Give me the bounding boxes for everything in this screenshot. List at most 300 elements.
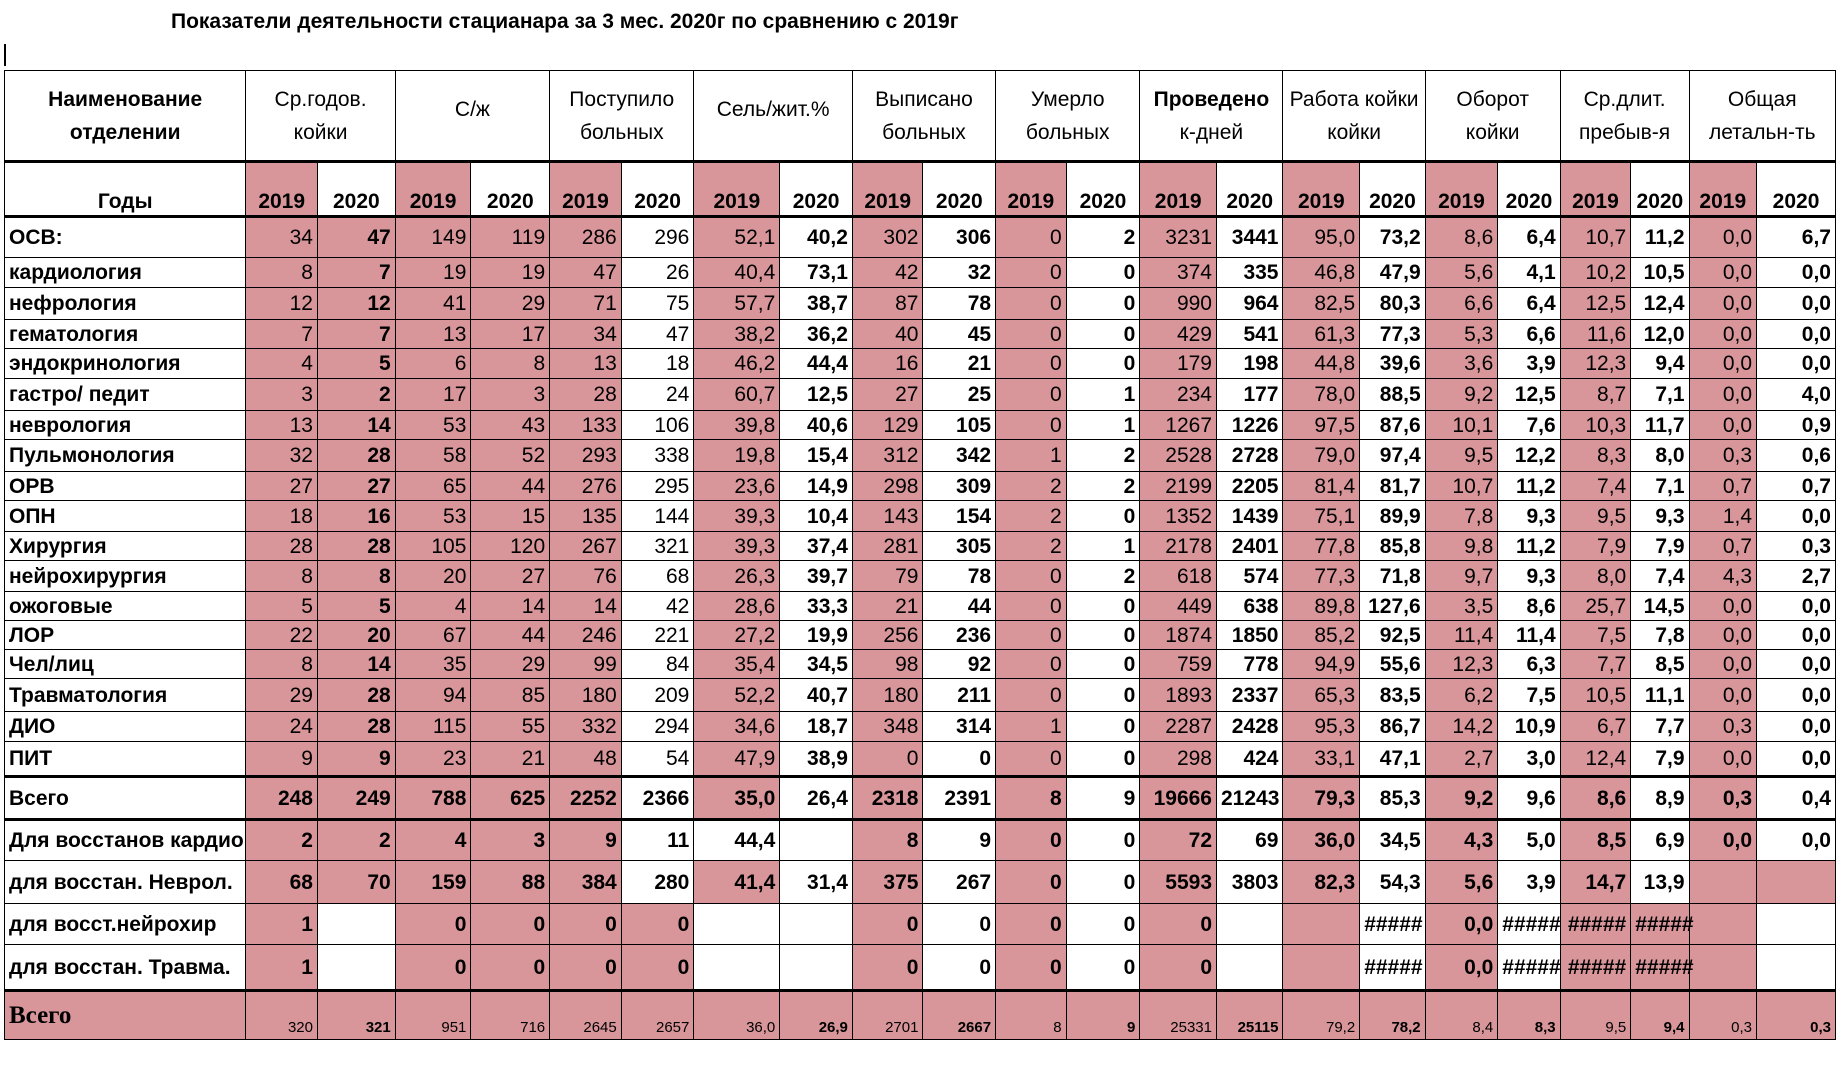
table-cell [780, 820, 853, 861]
table-cell: 236 [923, 621, 996, 650]
table-cell: 9 [550, 820, 622, 861]
table-cell: 0 [550, 945, 622, 991]
table-row [5, 561, 1836, 592]
table-cell: 20 [317, 621, 395, 650]
table-cell: 18,7 [780, 712, 853, 742]
table-cell: 0 [471, 945, 550, 991]
table-cell: 0,0 [1757, 650, 1836, 679]
table-row [5, 440, 1836, 472]
table-cell: 314 [923, 712, 996, 742]
table-cell: 19 [395, 258, 471, 288]
table-cell: 98 [852, 650, 923, 679]
table-cell: 0,0 [1689, 650, 1757, 679]
table-cell: 40,6 [780, 411, 853, 440]
years-label: Годы [5, 162, 246, 217]
table-cell: 75 [621, 288, 694, 320]
table-cell: 12 [246, 288, 318, 320]
table-cell: 2728 [1217, 440, 1283, 472]
table-cell: 10,7 [1560, 217, 1631, 258]
table-cell: 79,2 [1283, 991, 1360, 1040]
table-cell: 85,8 [1360, 532, 1425, 561]
table-cell: 65,3 [1283, 679, 1360, 712]
table-cell: 305 [923, 532, 996, 561]
table-cell [1757, 904, 1836, 945]
table-row [5, 861, 1836, 904]
table-cell: 87 [852, 288, 923, 320]
table-cell: 2667 [923, 991, 996, 1040]
table-cell: 281 [852, 532, 923, 561]
table-cell [780, 945, 853, 991]
table-cell: 75,1 [1283, 501, 1360, 532]
stats-table [4, 70, 1836, 1040]
table-cell: 2 [996, 501, 1067, 532]
table-cell: 11,4 [1498, 621, 1560, 650]
table-cell: 0 [1066, 820, 1140, 861]
table-cell: 79,3 [1283, 777, 1360, 820]
table-cell: 39,3 [694, 501, 780, 532]
table-cell: 0 [996, 820, 1067, 861]
table-cell: 0,0 [1757, 592, 1836, 621]
year-cell: 2019 [1689, 162, 1757, 217]
table-cell: 47 [317, 217, 395, 258]
table-cell: 1352 [1140, 501, 1217, 532]
table-cell: 13 [550, 349, 622, 379]
header-line-1: Оборот [1456, 87, 1529, 111]
table-cell: 9 [317, 742, 395, 777]
table-cell: 67 [395, 621, 471, 650]
row-name: Чел/лиц [5, 650, 246, 679]
table-cell: 32 [246, 440, 318, 472]
table-cell: 0 [923, 904, 996, 945]
table-cell: 28 [317, 440, 395, 472]
table-cell: 68 [621, 561, 694, 592]
table-cell [1283, 904, 1360, 945]
table-cell: 618 [1140, 561, 1217, 592]
table-cell: 0 [1066, 650, 1140, 679]
table-cell: 9,5 [1560, 991, 1631, 1040]
table-cell: 6,2 [1425, 679, 1498, 712]
table-cell: 234 [1140, 379, 1217, 411]
year-cell: 2020 [1066, 162, 1140, 217]
table-cell: 302 [852, 217, 923, 258]
table-cell: 541 [1217, 320, 1283, 349]
table-cell: 6,3 [1498, 650, 1560, 679]
table-cell: 42 [621, 592, 694, 621]
row-name: Хирургия [5, 532, 246, 561]
page-title: Показатели деятельности стацианара за 3 мес. 2020г по сравнению с 2019г [171, 10, 959, 33]
table-cell [1757, 945, 1836, 991]
year-cell: 2020 [1631, 162, 1689, 217]
table-cell: 2645 [550, 991, 622, 1040]
table-cell: 0 [996, 904, 1067, 945]
table-cell: 21 [471, 742, 550, 777]
table-cell: 11 [621, 820, 694, 861]
table-cell: 248 [246, 777, 318, 820]
table-cell: 2 [246, 820, 318, 861]
table-cell: 0 [996, 650, 1067, 679]
table-cell: 9,8 [1425, 532, 1498, 561]
table-cell: 143 [852, 501, 923, 532]
table-cell: 65 [395, 472, 471, 501]
table-cell: 964 [1217, 288, 1283, 320]
table-cell: 73,2 [1360, 217, 1425, 258]
table-cell: 0,0 [1757, 621, 1836, 650]
table-cell: 4,1 [1498, 258, 1560, 288]
table-cell: 2,7 [1425, 742, 1498, 777]
table-cell [694, 945, 780, 991]
table-cell: 293 [550, 440, 622, 472]
table-cell [694, 904, 780, 945]
table-cell: 7,8 [1425, 501, 1498, 532]
table-cell: ##### [1498, 945, 1560, 991]
table-cell: 36,2 [780, 320, 853, 349]
header-cell [694, 71, 853, 162]
table-cell: 3 [471, 379, 550, 411]
table-cell: 79,0 [1283, 440, 1360, 472]
year-cell: 2019 [996, 162, 1067, 217]
table-cell: 0,0 [1757, 288, 1836, 320]
table-cell: 13 [395, 320, 471, 349]
table-row [5, 349, 1836, 379]
table-cell: 79 [852, 561, 923, 592]
table-cell: 29 [246, 679, 318, 712]
table-cell: 348 [852, 712, 923, 742]
year-cell: 2019 [1560, 162, 1631, 217]
year-cell: 2020 [317, 162, 395, 217]
table-cell: 35,4 [694, 650, 780, 679]
table-cell: 4 [395, 592, 471, 621]
table-cell: 28,6 [694, 592, 780, 621]
header-cell [395, 71, 549, 162]
table-cell: 9,2 [1425, 379, 1498, 411]
table-cell: 276 [550, 472, 622, 501]
table-cell: 52 [471, 440, 550, 472]
table-cell: 6,4 [1498, 288, 1560, 320]
table-cell: 120 [471, 532, 550, 561]
year-cell: 2020 [1757, 162, 1836, 217]
table-cell: 86,7 [1360, 712, 1425, 742]
table-cell [1217, 945, 1283, 991]
table-cell: 2178 [1140, 532, 1217, 561]
table-cell: 34,5 [780, 650, 853, 679]
table-cell: 0,0 [1689, 288, 1757, 320]
table-cell: 0,0 [1689, 411, 1757, 440]
row-name: ЛОР [5, 621, 246, 650]
row-name: ОРВ [5, 472, 246, 501]
table-cell: 716 [471, 991, 550, 1040]
table-cell: 5 [246, 592, 318, 621]
table-cell: 0 [996, 258, 1067, 288]
year-cell: 2019 [852, 162, 923, 217]
table-cell: 0,0 [1689, 621, 1757, 650]
table-cell: 0,3 [1689, 991, 1757, 1040]
table-cell: 1267 [1140, 411, 1217, 440]
header-line-1: Ср.длит. [1583, 87, 1666, 111]
table-cell: 47,9 [1360, 258, 1425, 288]
table-cell: 0 [471, 904, 550, 945]
table-cell: 0 [996, 379, 1067, 411]
stats-table-wrap [4, 70, 1831, 1080]
table-cell: 7,1 [1631, 379, 1689, 411]
table-cell: 105 [923, 411, 996, 440]
year-cell: 2019 [694, 162, 780, 217]
table-cell: 18 [246, 501, 318, 532]
header-line-2: к-дней [1179, 120, 1244, 144]
table-cell: 54 [621, 742, 694, 777]
table-cell: 10,4 [780, 501, 853, 532]
table-cell: 8 [996, 991, 1067, 1040]
table-cell: 34 [246, 217, 318, 258]
year-cell: 2019 [1283, 162, 1360, 217]
table-cell: 10,3 [1560, 411, 1631, 440]
table-cell: 2528 [1140, 440, 1217, 472]
table-cell: 13,9 [1631, 861, 1689, 904]
table-row [5, 288, 1836, 320]
table-row [5, 945, 1836, 991]
table-cell: 0 [621, 945, 694, 991]
table-cell: 3,9 [1498, 861, 1560, 904]
table-cell: 0,7 [1757, 472, 1836, 501]
table-cell: 0 [996, 945, 1067, 991]
table-cell: 321 [621, 532, 694, 561]
row-name: нейрохирургия [5, 561, 246, 592]
table-cell: 0,3 [1757, 532, 1836, 561]
table-cell: 88,5 [1360, 379, 1425, 411]
table-cell: 57,7 [694, 288, 780, 320]
table-cell: 788 [395, 777, 471, 820]
header-cell [996, 71, 1140, 162]
table-cell: 312 [852, 440, 923, 472]
table-cell: 8 [317, 561, 395, 592]
table-cell: 26,4 [780, 777, 853, 820]
table-cell: 0,0 [1425, 904, 1498, 945]
table-cell: 10,5 [1631, 258, 1689, 288]
table-cell: 6,6 [1425, 288, 1498, 320]
row-name: ОСВ: [5, 217, 246, 258]
table-cell: 92,5 [1360, 621, 1425, 650]
table-cell: 0,0 [1689, 679, 1757, 712]
header-cell [246, 71, 395, 162]
table-cell: 0 [395, 945, 471, 991]
row-name: кардиология [5, 258, 246, 288]
header-cell [1283, 71, 1425, 162]
table-cell: 8,6 [1425, 217, 1498, 258]
year-cell: 2019 [1425, 162, 1498, 217]
table-cell: 39,6 [1360, 349, 1425, 379]
table-cell: 19,8 [694, 440, 780, 472]
table-cell: 26,9 [780, 991, 853, 1040]
table-cell: 43 [471, 411, 550, 440]
table-cell: 9 [1066, 991, 1140, 1040]
table-cell: 85,3 [1360, 777, 1425, 820]
table-cell: 46,2 [694, 349, 780, 379]
table-cell: 321 [317, 991, 395, 1040]
table-cell: 47 [621, 320, 694, 349]
table-cell: 8 [852, 820, 923, 861]
table-cell: 335 [1217, 258, 1283, 288]
table-cell: 14,5 [1631, 592, 1689, 621]
header-line-2: койки [293, 120, 348, 144]
table-cell: 4,3 [1425, 820, 1498, 861]
table-cell: 3,5 [1425, 592, 1498, 621]
table-cell: 1 [246, 904, 318, 945]
table-cell: 1 [1066, 532, 1140, 561]
table-cell: 2401 [1217, 532, 1283, 561]
table-cell: 2 [1066, 561, 1140, 592]
row-name: Пульмонология [5, 440, 246, 472]
table-cell: ##### [1360, 904, 1425, 945]
table-cell: 17 [395, 379, 471, 411]
table-cell: 267 [923, 861, 996, 904]
table-cell: 9,6 [1498, 777, 1560, 820]
table-cell: 625 [471, 777, 550, 820]
table-row [5, 820, 1836, 861]
table-cell: 133 [550, 411, 622, 440]
table-cell: 8,4 [1425, 991, 1498, 1040]
table-cell: 1874 [1140, 621, 1217, 650]
table-cell: 2199 [1140, 472, 1217, 501]
table-cell: 8 [246, 561, 318, 592]
table-cell: 127,6 [1360, 592, 1425, 621]
table-cell: 129 [852, 411, 923, 440]
table-cell: 11,4 [1425, 621, 1498, 650]
table-cell: 4 [246, 349, 318, 379]
table-cell: 2391 [923, 777, 996, 820]
table-cell: 135 [550, 501, 622, 532]
table-cell: 54,3 [1360, 861, 1425, 904]
table-cell: 6,7 [1560, 712, 1631, 742]
table-cell: 97,4 [1360, 440, 1425, 472]
table-cell: 0 [1140, 904, 1217, 945]
table-cell: 180 [550, 679, 622, 712]
table-cell: 0,0 [1689, 379, 1757, 411]
table-cell: 0 [550, 904, 622, 945]
table-cell: 0 [923, 742, 996, 777]
table-cell: 10,9 [1498, 712, 1560, 742]
table-cell: 7,6 [1498, 411, 1560, 440]
table-cell: 23,6 [694, 472, 780, 501]
table-cell: 2,7 [1757, 561, 1836, 592]
table-cell: 249 [317, 777, 395, 820]
table-cell: 256 [852, 621, 923, 650]
table-cell: 9,2 [1425, 777, 1498, 820]
table-cell: 53 [395, 411, 471, 440]
table-cell: 31,4 [780, 861, 853, 904]
table-cell: 8,6 [1498, 592, 1560, 621]
table-cell: 39,8 [694, 411, 780, 440]
table-cell [1283, 945, 1360, 991]
year-cell: 2019 [1140, 162, 1217, 217]
table-cell: 209 [621, 679, 694, 712]
table-cell: 9,7 [1425, 561, 1498, 592]
table-cell: 44 [923, 592, 996, 621]
table-cell: 77,8 [1283, 532, 1360, 561]
table-cell [1689, 861, 1757, 904]
table-cell: 221 [621, 621, 694, 650]
table-cell: 2318 [852, 777, 923, 820]
table-cell: 0 [996, 349, 1067, 379]
table-cell: 298 [852, 472, 923, 501]
table-cell: 5,6 [1425, 258, 1498, 288]
header-line-2: койки [1327, 120, 1381, 144]
table-cell: 34,5 [1360, 820, 1425, 861]
table-cell: 2701 [852, 991, 923, 1040]
table-cell: 0,3 [1689, 712, 1757, 742]
table-cell: 8,5 [1560, 820, 1631, 861]
row-name: эндокринология [5, 349, 246, 379]
table-cell: 179 [1140, 349, 1217, 379]
table-cell: 29 [471, 650, 550, 679]
table-cell: 246 [550, 621, 622, 650]
table-cell: 28 [317, 679, 395, 712]
table-cell: 3231 [1140, 217, 1217, 258]
table-cell: 89,8 [1283, 592, 1360, 621]
table-cell: 16 [317, 501, 395, 532]
header-line-1: Работа койки [1289, 87, 1419, 111]
table-cell: 6,4 [1498, 217, 1560, 258]
table-cell: 4 [395, 820, 471, 861]
table-cell: 0 [1066, 349, 1140, 379]
table-cell: 159 [395, 861, 471, 904]
table-cell: 77,3 [1360, 320, 1425, 349]
table-cell: 3441 [1217, 217, 1283, 258]
grand-total-row [5, 991, 1836, 1040]
table-cell: 11,2 [1631, 217, 1689, 258]
table-cell: 0,4 [1757, 777, 1836, 820]
table-cell: 332 [550, 712, 622, 742]
table-cell: 0,0 [1689, 320, 1757, 349]
table-cell: 7,8 [1631, 621, 1689, 650]
table-cell: 119 [471, 217, 550, 258]
table-cell: 13 [246, 411, 318, 440]
table-cell: 16 [852, 349, 923, 379]
table-cell: 17 [471, 320, 550, 349]
table-cell: 0,0 [1757, 820, 1836, 861]
row-name: нефрология [5, 288, 246, 320]
table-cell: 44 [471, 472, 550, 501]
table-cell: 1226 [1217, 411, 1283, 440]
table-cell [1217, 904, 1283, 945]
header-line-1: Проведено [1153, 87, 1270, 111]
table-cell: 0 [1066, 904, 1140, 945]
table-cell: 11,7 [1631, 411, 1689, 440]
table-cell: 76 [550, 561, 622, 592]
table-cell: 81,4 [1283, 472, 1360, 501]
table-cell: 0,3 [1689, 777, 1757, 820]
table-cell: 55 [471, 712, 550, 742]
year-cell: 2020 [1498, 162, 1560, 217]
table-cell: 0,0 [1689, 820, 1757, 861]
table-cell: 25 [923, 379, 996, 411]
table-cell: 0,0 [1757, 258, 1836, 288]
table-cell: 19 [471, 258, 550, 288]
table-row [5, 904, 1836, 945]
table-cell: 0,7 [1689, 472, 1757, 501]
table-cell: 97,5 [1283, 411, 1360, 440]
table-cell: 0 [996, 288, 1067, 320]
table-cell: 24 [621, 379, 694, 411]
table-cell: 8,0 [1560, 561, 1631, 592]
table-cell: 0 [996, 411, 1067, 440]
table-cell: ##### [1560, 945, 1631, 991]
table-row [5, 217, 1836, 258]
table-cell: 14 [471, 592, 550, 621]
left-edge-line [4, 44, 6, 66]
row-name: Травматология [5, 679, 246, 712]
header-line-1: Сель/жит.% [716, 98, 830, 121]
table-cell: 35,0 [694, 777, 780, 820]
table-cell: 2 [1066, 217, 1140, 258]
